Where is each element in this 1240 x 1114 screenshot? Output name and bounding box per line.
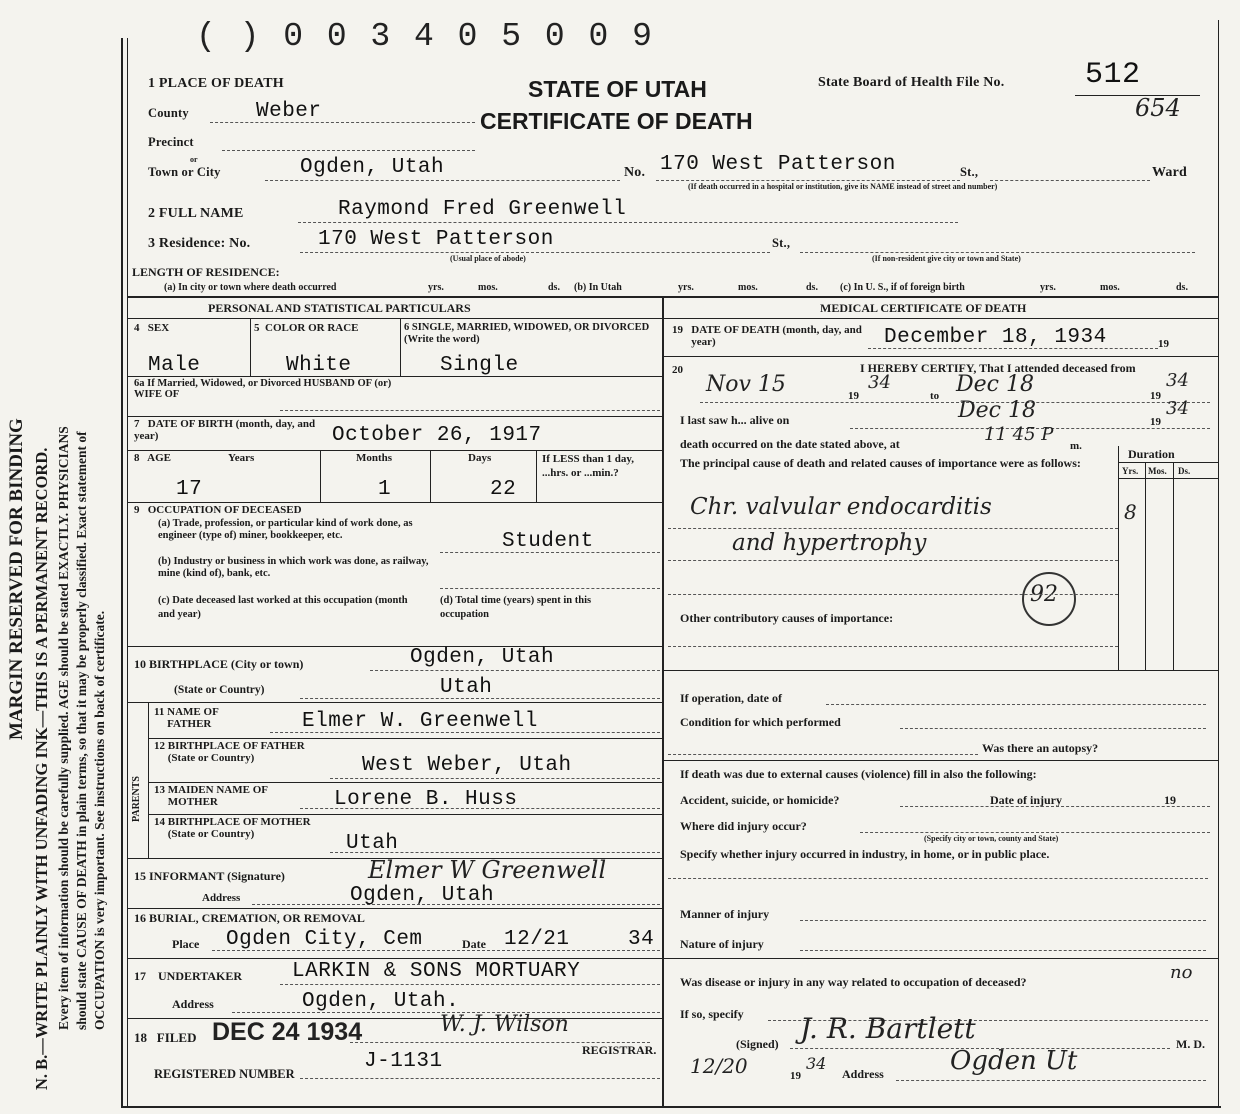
attended-to-century: 19: [1150, 390, 1161, 402]
personal-heading: PERSONAL AND STATISTICAL PARTICULARS: [208, 301, 471, 315]
residence-label: 3 Residence: No.: [148, 236, 251, 251]
undertaker-address-label: Address: [172, 997, 214, 1011]
length-b-yrs: yrs.: [678, 282, 694, 293]
registrar-signature: W. J. Wilson: [440, 1012, 569, 1037]
dod-value: December 18, 1934: [884, 326, 1107, 349]
months-label: Months: [356, 452, 393, 464]
physician-address: Ogden Ut: [950, 1046, 1078, 1076]
registrar-label: REGISTRAR.: [582, 1043, 657, 1057]
specify-place-label: Specify whether injury occurred in industry, in home, or in public place.: [680, 847, 1050, 861]
spouse-label: 6a If Married, Widowed, or Divorced HUSBAND OF (or) WIFE OF: [134, 378, 392, 400]
occupation-related-label: Was disease or injury in any way related to occupation of deceased?: [680, 975, 1027, 989]
street-st-label: St.,: [960, 165, 979, 179]
length-a-ds: ds.: [548, 282, 560, 293]
county-value: Weber: [256, 100, 322, 123]
length-c-ds: ds.: [1176, 282, 1188, 293]
county-label: County: [148, 106, 189, 120]
burial-label: 16 BURIAL, CREMATION, OR REMOVAL: [134, 911, 365, 925]
filed-label: 18 FILED: [134, 1030, 197, 1045]
occupation-b-label: (b) Industry or business in which work was done, as railway, mine (kind of), bank, etc.: [158, 556, 429, 579]
signed-label: (Signed): [736, 1037, 779, 1051]
attended-to: Dec 18: [956, 372, 1034, 397]
birthplace-value: Ogden, Utah: [410, 646, 555, 669]
condition-label: Condition for which performed: [680, 715, 841, 729]
dob-label: 7 DATE OF BIRTH (month, day, and year): [134, 418, 316, 442]
length-b-mos: mos.: [738, 282, 758, 293]
last-saw-date: Dec 18: [958, 398, 1036, 423]
duration-years: 8: [1124, 500, 1137, 524]
file-number-label: State Board of Health File No.: [818, 75, 1005, 90]
occupation-related-value: no: [1170, 962, 1193, 983]
residence-value: 170 West Patterson: [318, 228, 554, 251]
burial-date: 12/21: [504, 928, 570, 951]
sign-date: 12/20: [690, 1054, 748, 1078]
full-name-label: 2 FULL NAME: [148, 206, 244, 221]
left-border-inner: [127, 38, 128, 1108]
attended-from-year: 34: [868, 372, 891, 393]
filed-stamp: DEC 24 1934: [212, 1018, 363, 1046]
to-label: to: [930, 390, 940, 402]
age-months-value: 1: [378, 478, 392, 501]
bottom-border: [121, 1106, 1221, 1108]
manner-label: Manner of injury: [680, 907, 770, 921]
sex-value: Male: [148, 354, 201, 377]
margin-line3: OCCUPATION is very important. See instructions on back of certificate.: [92, 610, 107, 1030]
days-label: Days: [468, 452, 492, 464]
attended-to-year: 34: [1166, 370, 1189, 391]
cause-line-2: and hypertrophy: [732, 530, 927, 556]
file-number-handwritten: 654: [1135, 94, 1181, 122]
ward-label: Ward: [1152, 165, 1188, 180]
dod-label: 19 DATE OF DEATH (month, day, and year): [672, 324, 862, 348]
full-name-value: Raymond Fred Greenwell: [338, 198, 627, 221]
if-so-label: If so, specify: [680, 1007, 744, 1021]
birth-state-value: Utah: [440, 676, 493, 699]
length-a-yrs: yrs.: [428, 282, 444, 293]
street-no-label: No.: [624, 165, 646, 180]
cause-line-1: Chr. valvular endocarditis: [690, 494, 992, 520]
age-years-value: 17: [176, 478, 203, 501]
sign-year: 34: [806, 1054, 827, 1073]
certificate-title: CERTIFICATE OF DEATH: [480, 108, 753, 134]
less-than-label: If LESS than 1 day, ...hrs. or ...min.?: [542, 453, 635, 479]
last-saw-century: 19: [1150, 416, 1161, 428]
ds-label: Ds.: [1178, 466, 1191, 476]
town-label: Town or City: [148, 165, 221, 179]
length-c-mos: mos.: [1100, 282, 1120, 293]
burial-date-label: Date: [462, 937, 486, 951]
residence-st-label: St.,: [772, 236, 791, 250]
burial-place: Ogden City, Cem: [226, 928, 423, 951]
injury-year-label: 19: [1164, 793, 1176, 807]
burial-place-label: Place: [172, 937, 200, 951]
father-label: 11 NAME OF FATHER: [154, 706, 219, 730]
classification-number: 92: [1030, 582, 1058, 607]
length-c-yrs: yrs.: [1040, 282, 1056, 293]
m-label: m.: [1070, 440, 1082, 452]
margin-binding: MARGIN RESERVED FOR BINDING: [6, 418, 27, 740]
certificate-number: ( ) 0 0 3 4 0 5 0 0 9: [196, 18, 654, 55]
last-saw-year: 34: [1166, 398, 1189, 419]
physician-signature: J. R. Bartlett: [800, 1012, 976, 1045]
age-days-value: 22: [490, 478, 517, 501]
sign-date-century: 19: [790, 1070, 801, 1082]
mother-value: Lorene B. Huss: [334, 788, 518, 811]
attended-from: Nov 15: [706, 372, 786, 397]
sex-label: 4 SEX: [134, 322, 170, 334]
yrs-label: Yrs.: [1122, 466, 1139, 476]
registered-number-label: REGISTERED NUMBER: [154, 1067, 295, 1081]
occurred-label: death occurred on the date stated above, at: [680, 437, 900, 451]
dob-value: October 26, 1917: [332, 424, 542, 447]
undertaker-value: LARKIN & SONS MORTUARY: [292, 960, 581, 983]
margin-line1: Every item of information should be carefully supplied. AGE should be stated EXACTLY. PHYSICIANS: [56, 426, 71, 1030]
race-value: White: [286, 354, 352, 377]
father-birthplace-label: 12 BIRTHPLACE OF FATHER (State or Country): [154, 740, 305, 764]
undertaker-address: Ogden, Utah.: [302, 990, 460, 1013]
informant-label: 15 INFORMANT (Signature): [134, 869, 285, 883]
left-border: [121, 38, 123, 1108]
dod-century: 19: [1158, 338, 1169, 350]
accident-label: Accident, suicide, or homicide?: [680, 793, 840, 807]
length-of-residence-label: LENGTH OF RESIDENCE:: [132, 265, 280, 279]
occupation-label: 9 OCCUPATION OF DECEASED: [134, 504, 302, 516]
medical-heading: MEDICAL CERTIFICATE OF DEATH: [820, 301, 1027, 315]
years-label: Years: [228, 452, 255, 464]
physician-address-label: Address: [842, 1067, 884, 1081]
certify-text: I HEREBY CERTIFY, That I attended deceased from: [860, 361, 1136, 375]
last-saw-label: I last saw h... alive on: [680, 413, 790, 427]
state-title: STATE OF UTAH: [528, 76, 707, 102]
nature-label: Nature of injury: [680, 937, 764, 951]
length-b-label: (b) In Utah: [574, 282, 622, 293]
operation-label: If operation, date of: [680, 691, 782, 705]
length-a-mos: mos.: [478, 282, 498, 293]
burial-year: 34: [628, 928, 655, 951]
length-a-label: (a) In city or town where death occurred: [164, 282, 337, 293]
undertaker-label: 17 UNDERTAKER: [134, 969, 243, 983]
other-causes-label: Other contributory causes of importance:: [680, 611, 894, 625]
margin-nb: N. B.—WRITE PLAINLY WITH UNFADING INK—THIS IS A PERMANENT RECORD.: [32, 447, 51, 1090]
md-label: M. D.: [1176, 1037, 1205, 1051]
father-birthplace-value: West Weber, Utah: [362, 754, 572, 777]
precinct-label: Precinct: [148, 135, 194, 149]
or-label: or: [190, 155, 198, 164]
age-label: 8 AGE: [134, 452, 171, 464]
occupation-c-label: (c) Date deceased last worked at this occupation (month and year): [158, 595, 408, 620]
autopsy-label: Was there an autopsy?: [982, 741, 1099, 755]
mother-birthplace-value: Utah: [346, 832, 399, 855]
birth-state-label: (State or Country): [174, 684, 265, 696]
duration-label: Duration: [1128, 447, 1175, 461]
where-injury-label: Where did injury occur?: [680, 819, 807, 833]
mos-label: Mos.: [1148, 466, 1167, 476]
usual-abode-note: (Usual place of abode): [450, 254, 526, 263]
length-b-ds: ds.: [806, 282, 818, 293]
marital-value: Single: [440, 354, 519, 377]
occupation-a-label: (a) Trade, profession, or particular kind of work done, as engineer (type of) miner, bookkeeper, etc.: [158, 518, 413, 541]
marital-label: 6 SINGLE, MARRIED, WIDOWED, OR DIVORCED (Write the word): [404, 322, 650, 345]
occupation-value: Student: [502, 530, 594, 553]
informant-signature: Elmer W Greenwell: [368, 856, 607, 884]
registered-number: J-1131: [364, 1050, 443, 1073]
margin-line2: should state CAUSE OF DEATH in plain terms, so that it may be properly classified. Exact statement of: [74, 431, 89, 1030]
file-number: 512: [1085, 58, 1141, 92]
injury-date-label: Date of injury: [990, 793, 1062, 807]
mother-birthplace-label: 14 BIRTHPLACE OF MOTHER (State or Country): [154, 816, 311, 840]
street-value: 170 West Patterson: [660, 153, 896, 176]
informant-address: Ogden, Utah: [350, 884, 495, 907]
father-value: Elmer W. Greenwell: [302, 710, 538, 733]
nonresident-note: (If non-resident give city or town and State): [872, 254, 1021, 263]
length-c-label: (c) In U. S., if of foreign birth: [840, 282, 965, 293]
informant-address-label: Address: [202, 892, 241, 904]
right-border: [1218, 20, 1219, 1108]
attended-from-century: 19: [848, 390, 859, 402]
occupation-d-label: (d) Total time (years) spent in this occupation: [440, 595, 592, 620]
birthplace-label: 10 BIRTHPLACE (City or town): [134, 657, 304, 671]
cause-label: The principal cause of death and related causes of importance were as follows:: [680, 456, 1081, 470]
town-value: Ogden, Utah: [300, 156, 445, 179]
parents-label: PARENTS: [131, 776, 142, 822]
where-injury-note: (Specify city or town, county and State): [924, 834, 1059, 843]
hospital-note: (If death occurred in a hospital or institution, give its NAME instead of street and number): [688, 182, 998, 191]
external-causes-label: If death was due to external causes (violence) fill in also the following:: [680, 767, 1037, 781]
death-time: 11 45 P: [984, 424, 1054, 445]
item-20-number: 20: [672, 364, 683, 376]
mother-label: 13 MAIDEN NAME OF MOTHER: [154, 784, 268, 808]
race-label: 5 COLOR OR RACE: [254, 322, 359, 334]
place-of-death-heading: 1 PLACE OF DEATH: [148, 76, 284, 91]
